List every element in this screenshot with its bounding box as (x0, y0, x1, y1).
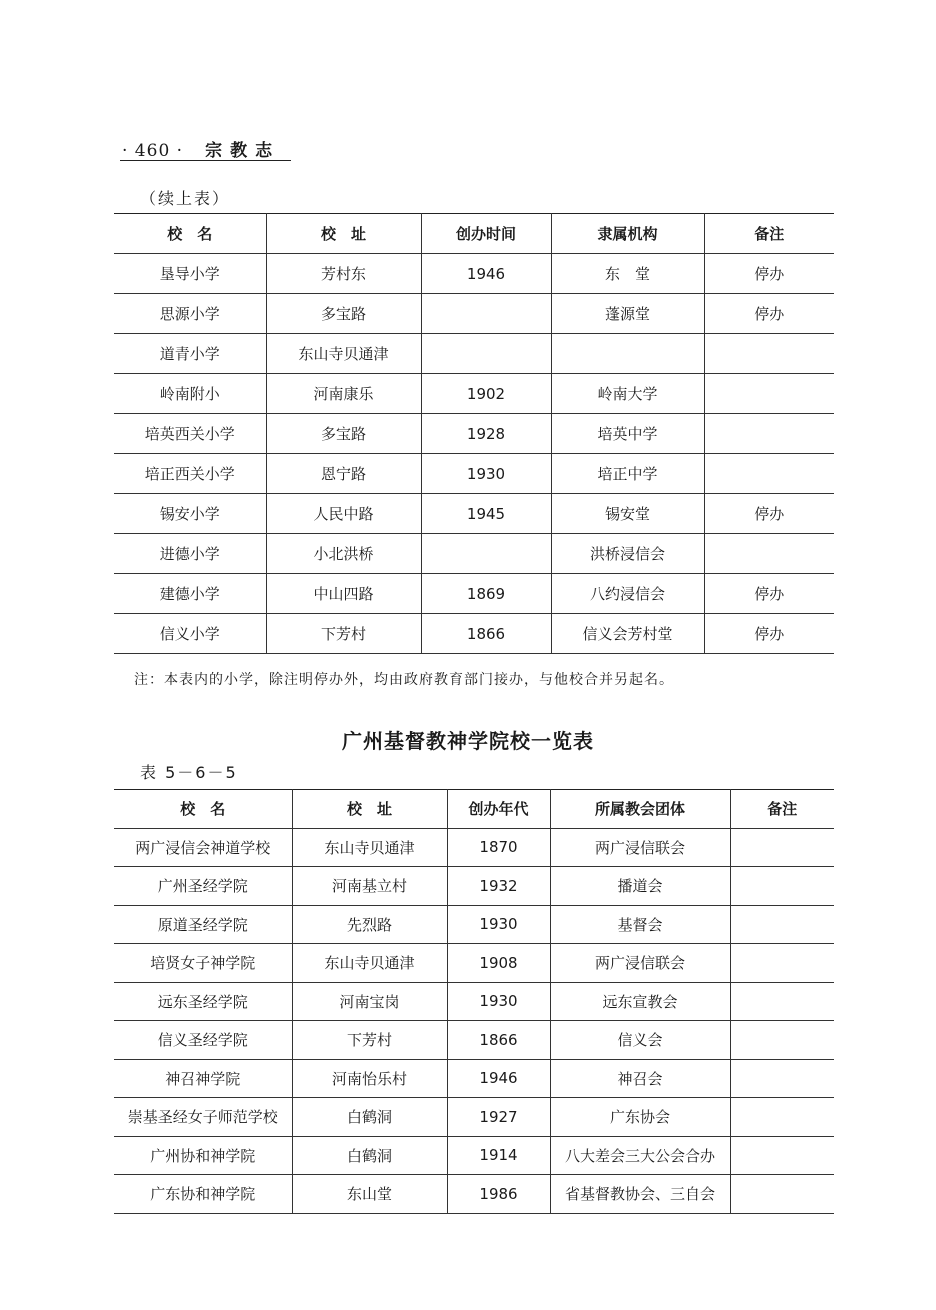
table-cell: 1902 (421, 374, 551, 414)
table-cell: 芳村东 (266, 254, 421, 294)
table-cell: 锡安小学 (114, 494, 266, 534)
table-cell: 河南康乐 (266, 374, 421, 414)
table-cell: 信义会 (550, 1021, 730, 1060)
table-cell: 1869 (421, 574, 551, 614)
table-row (114, 982, 834, 1021)
table-cell: 信义圣经学院 (114, 1021, 292, 1060)
table-row (114, 1059, 834, 1098)
table-cell (421, 534, 551, 574)
table-cell: 停办 (704, 494, 834, 534)
table-cell: 崇基圣经女子师范学校 (114, 1098, 292, 1137)
table-cell: 1930 (447, 905, 550, 944)
seminaries-table (114, 789, 834, 1214)
table-cell (730, 1059, 834, 1098)
table-cell: 停办 (704, 614, 834, 654)
table-cell: 神召神学院 (114, 1059, 292, 1098)
table-cell: 1946 (447, 1059, 550, 1098)
table-row (114, 944, 834, 983)
table-cell: 东山寺贝通津 (292, 828, 447, 867)
table-cell (730, 1021, 834, 1060)
table-cell: 1908 (447, 944, 550, 983)
column-header: 校 名 (114, 790, 292, 829)
table-cell (730, 828, 834, 867)
table-row (114, 574, 834, 614)
table-title: 广州基督教神学院校一览表 (342, 729, 594, 753)
table-cell (704, 454, 834, 494)
table-cell: 岭南附小 (114, 374, 266, 414)
table-cell: 1870 (447, 828, 550, 867)
table-row (114, 1175, 834, 1214)
table-note: 注：本表内的小学，除注明停办外，均由政府教育部门接办，与他校合并另起名。 (134, 672, 674, 688)
table-cell: 两广浸信联会 (550, 828, 730, 867)
table-cell: 垦导小学 (114, 254, 266, 294)
table-row (114, 334, 834, 374)
table-cell: 东山寺贝通津 (292, 944, 447, 983)
table-row (114, 867, 834, 906)
table-row (114, 905, 834, 944)
table-row (114, 1021, 834, 1060)
primary-schools-table (114, 213, 834, 654)
table-cell: 恩宁路 (266, 454, 421, 494)
table-cell: 1945 (421, 494, 551, 534)
column-header: 校 名 (114, 214, 266, 254)
table-cell (421, 294, 551, 334)
table-cell: 多宝路 (266, 294, 421, 334)
table-cell: 停办 (704, 294, 834, 334)
table-cell: 两广浸信会神道学校 (114, 828, 292, 867)
table-cell: 建德小学 (114, 574, 266, 614)
table-cell: 白鹤洞 (292, 1098, 447, 1137)
table-row (114, 1098, 834, 1137)
table-row (114, 454, 834, 494)
table-cell: 下芳村 (292, 1021, 447, 1060)
table-row (114, 828, 834, 867)
column-header: 校 址 (292, 790, 447, 829)
table-cell: 思源小学 (114, 294, 266, 334)
table-cell: 神召会 (550, 1059, 730, 1098)
table-cell: 停办 (704, 574, 834, 614)
table-cell: 1932 (447, 867, 550, 906)
table-cell: 原道圣经学院 (114, 905, 292, 944)
table-cell: 河南怡乐村 (292, 1059, 447, 1098)
table-body (114, 254, 834, 654)
table-cell: 广东协和神学院 (114, 1175, 292, 1214)
column-header: 创办时间 (421, 214, 551, 254)
table-cell: 白鹤洞 (292, 1136, 447, 1175)
table-row (114, 494, 834, 534)
column-header: 创办年代 (447, 790, 550, 829)
table-cell: 1928 (421, 414, 551, 454)
table-cell: 基督会 (550, 905, 730, 944)
table-cell: 培正中学 (551, 454, 704, 494)
table-cell: 中山四路 (266, 574, 421, 614)
table-cell: 岭南大学 (551, 374, 704, 414)
table-cell: 1914 (447, 1136, 550, 1175)
table-cell (704, 414, 834, 454)
continuation-label: （续上表） (140, 189, 231, 208)
table-cell: 蓬源堂 (551, 294, 704, 334)
table-cell (730, 944, 834, 983)
table-cell (730, 905, 834, 944)
table-cell (730, 982, 834, 1021)
column-header: 备注 (704, 214, 834, 254)
table-cell: 培英中学 (551, 414, 704, 454)
table-cell (730, 1175, 834, 1214)
table-cell (421, 334, 551, 374)
table-cell: 两广浸信联会 (550, 944, 730, 983)
table-cell: 先烈路 (292, 905, 447, 944)
table-cell: 省基督教协会、三自会 (550, 1175, 730, 1214)
table-cell: 培正西关小学 (114, 454, 266, 494)
table-cell: 信义会芳村堂 (551, 614, 704, 654)
table-row (114, 294, 834, 334)
table-cell: 小北洪桥 (266, 534, 421, 574)
table-row (114, 254, 834, 294)
table-row (114, 414, 834, 454)
column-header: 备注 (730, 790, 834, 829)
column-header: 隶属机构 (551, 214, 704, 254)
table-cell (704, 334, 834, 374)
table-cell: 1986 (447, 1175, 550, 1214)
table-cell: 八约浸信会 (551, 574, 704, 614)
table-cell (704, 374, 834, 414)
table-cell: 东 堂 (551, 254, 704, 294)
table-cell: 1866 (421, 614, 551, 654)
table-cell: 培贤女子神学院 (114, 944, 292, 983)
table-row (114, 534, 834, 574)
table-cell: 播道会 (550, 867, 730, 906)
table-cell: 广州协和神学院 (114, 1136, 292, 1175)
table-body (114, 828, 834, 1213)
table-row (114, 614, 834, 654)
table-cell: 广州圣经学院 (114, 867, 292, 906)
table-cell: 远东宣教会 (550, 982, 730, 1021)
page-header (122, 136, 280, 160)
table-cell: 1946 (421, 254, 551, 294)
table-cell: 河南基立村 (292, 867, 447, 906)
table-cell: 下芳村 (266, 614, 421, 654)
page-number: · 460 · (122, 141, 184, 161)
table-header-row (114, 214, 834, 254)
table-cell: 1927 (447, 1098, 550, 1137)
table-cell: 多宝路 (266, 414, 421, 454)
table-cell: 广东协会 (550, 1098, 730, 1137)
table-cell: 河南宝岗 (292, 982, 447, 1021)
header-underline (120, 160, 291, 161)
table-cell (551, 334, 704, 374)
table-cell: 远东圣经学院 (114, 982, 292, 1021)
table-number: 表 5－6－5 (140, 763, 238, 782)
table-cell (730, 1098, 834, 1137)
table-cell (730, 867, 834, 906)
column-header: 所属教会团体 (550, 790, 730, 829)
table-cell: 东山堂 (292, 1175, 447, 1214)
table-cell: 停办 (704, 254, 834, 294)
table-cell: 洪桥浸信会 (551, 534, 704, 574)
book-title: 宗教志 (205, 141, 281, 161)
table-cell: 1930 (421, 454, 551, 494)
table-cell: 八大差会三大公会合办 (550, 1136, 730, 1175)
table-cell: 锡安堂 (551, 494, 704, 534)
table-row (114, 374, 834, 414)
column-header: 校 址 (266, 214, 421, 254)
table-cell: 人民中路 (266, 494, 421, 534)
table-header-row (114, 790, 834, 829)
table-cell: 培英西关小学 (114, 414, 266, 454)
table-row (114, 1136, 834, 1175)
table-cell: 1866 (447, 1021, 550, 1060)
table-cell: 1930 (447, 982, 550, 1021)
table-cell (730, 1136, 834, 1175)
table-cell: 信义小学 (114, 614, 266, 654)
table-cell: 道青小学 (114, 334, 266, 374)
table-cell: 进德小学 (114, 534, 266, 574)
table-cell (704, 534, 834, 574)
table-cell: 东山寺贝通津 (266, 334, 421, 374)
